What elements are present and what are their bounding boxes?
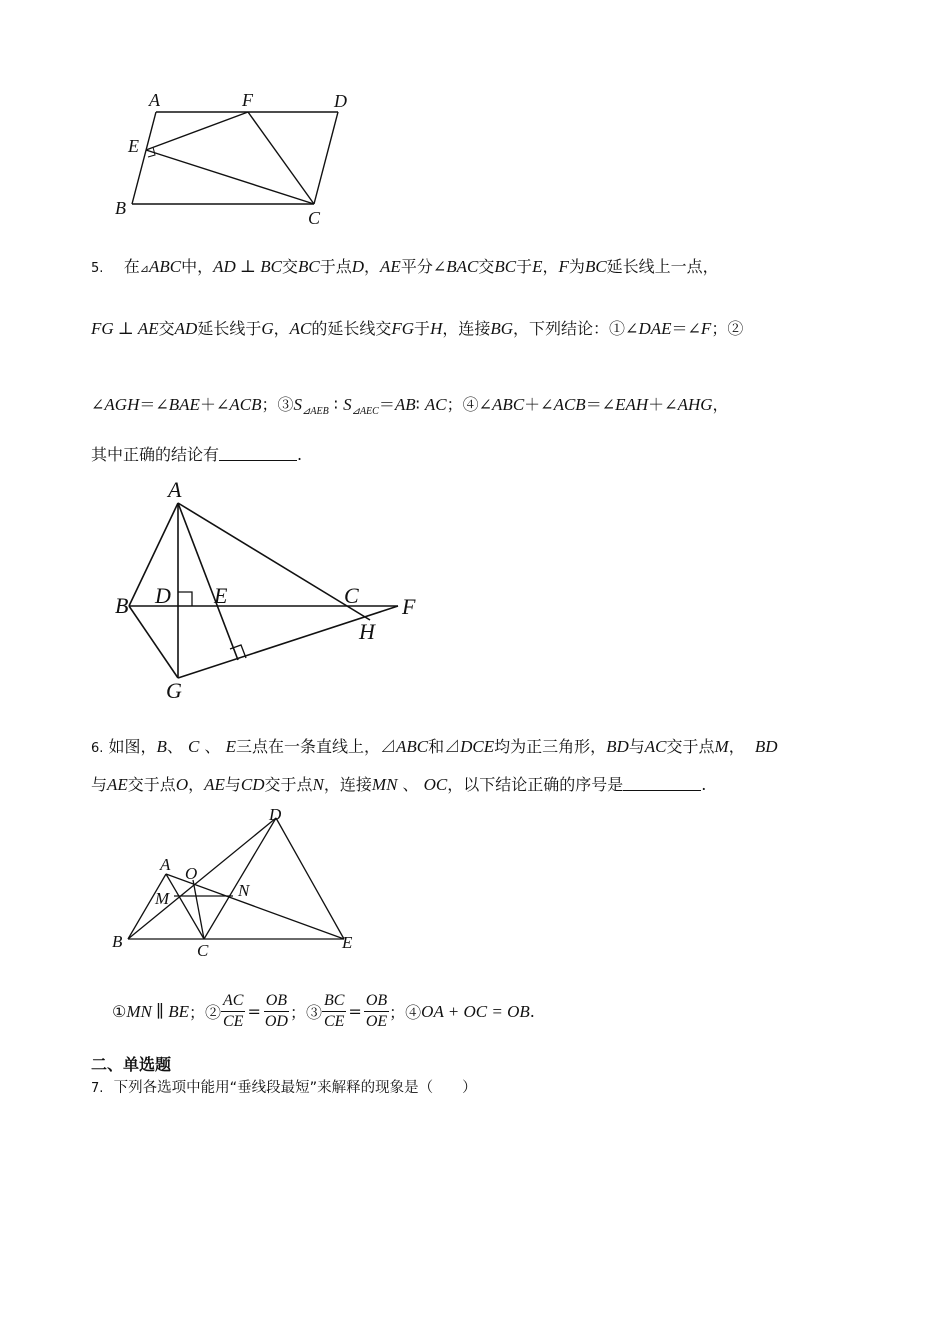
q5-line2: FG ⊥ AE交AD延长线于G，AC的延长线交FG于H，连接BG，下列结论：①∠DAE＝∠F；②: [91, 319, 744, 338]
fraction-ob-oe: $\frac{OB}{OE}$: [365, 992, 388, 1030]
label-E: E: [128, 136, 139, 156]
segment-DE: [276, 818, 344, 939]
section-title: 二、单选题: [91, 1055, 172, 1074]
label-E: E: [214, 583, 228, 608]
answer-blank-q5[interactable]: [219, 446, 297, 461]
label-F: F: [242, 90, 253, 110]
segment-AH: [178, 503, 370, 620]
label-B: B: [115, 198, 126, 218]
segment-CD: [204, 818, 276, 939]
fraction-ob-od: $\frac{OB}{OD}$: [264, 992, 288, 1030]
label-F: F: [402, 594, 416, 619]
segment-AE: [166, 874, 344, 939]
segment-BG: [129, 606, 178, 678]
figure-equilateral-triangles: [105, 798, 375, 968]
segment-FC: [248, 112, 314, 204]
q5-line3: ∠AGH＝∠BAE＋∠ACB；$③S_{⊿AEB}$ ∶ $S_{⊿AEC}=AB∶$ AC；④∠ABC＋∠ACB＝∠EAH＋∠AHG，: [91, 395, 729, 417]
label-D: D: [269, 805, 282, 824]
q5-line1: 5. 在⊿ABC中，AD ⊥ BC交BC于点D，AE平分∠BAC交BC于E，F为BC延长线上一点，: [91, 257, 719, 276]
label-D: D: [155, 583, 171, 608]
figure-parallelogram: [100, 85, 380, 235]
fraction-ac-ce: $\frac{AC}{CE}$: [222, 992, 244, 1030]
label-B: B: [115, 593, 129, 618]
label-A: A: [149, 90, 160, 110]
segment-AB: [132, 112, 156, 204]
label-H: H: [359, 619, 375, 644]
segment-BD: [128, 818, 276, 939]
segment-EC: [146, 150, 314, 204]
label-C: C: [308, 208, 321, 228]
label-A: A: [160, 855, 171, 874]
label-D: D: [334, 91, 347, 111]
answer-blank-q6[interactable]: [623, 776, 701, 791]
label-N: N: [238, 881, 250, 900]
q7-line: 7. 下列各选项中能用“垂线段最短”来解释的现象是（ ）: [91, 1080, 477, 1096]
label-B: B: [112, 932, 123, 951]
label-M: M: [155, 889, 170, 908]
label-G: G: [166, 678, 182, 703]
q6-conclusions: ① MN ∥ BE ；② $\frac{AC}{CE}$ = $\frac{OB}{OD}$ ；③ $\frac{BC}{CE}$ = $\frac{OB}{OE}$ ；④ OA + OC = OB .: [112, 992, 535, 1030]
label-O: O: [185, 864, 198, 883]
q6-line2: 与AE交于点O，AE与CD交于点N，连接MN 、 OC，以下结论正确的序号是 .: [91, 775, 707, 794]
figure-triangle-abc: [105, 475, 435, 710]
fraction-bc-ce: $\frac{BC}{CE}$: [323, 992, 345, 1030]
label-A: A: [168, 477, 182, 502]
segment-DC: [314, 112, 338, 204]
q5-line4: 其中正确的结论有 .: [91, 445, 303, 464]
right-angle-mark-D: [178, 592, 192, 606]
segment-AE-ext: [178, 503, 238, 660]
q6-line1: 6. 如图，B、 C 、 E三点在一条直线上，⊿ABC和⊿DCE均为正三角形，BD与AC交于点M， BD: [91, 737, 778, 756]
label-C: C: [344, 583, 359, 608]
label-C: C: [197, 941, 209, 960]
segment-EF: [146, 112, 248, 150]
label-E: E: [342, 933, 353, 952]
